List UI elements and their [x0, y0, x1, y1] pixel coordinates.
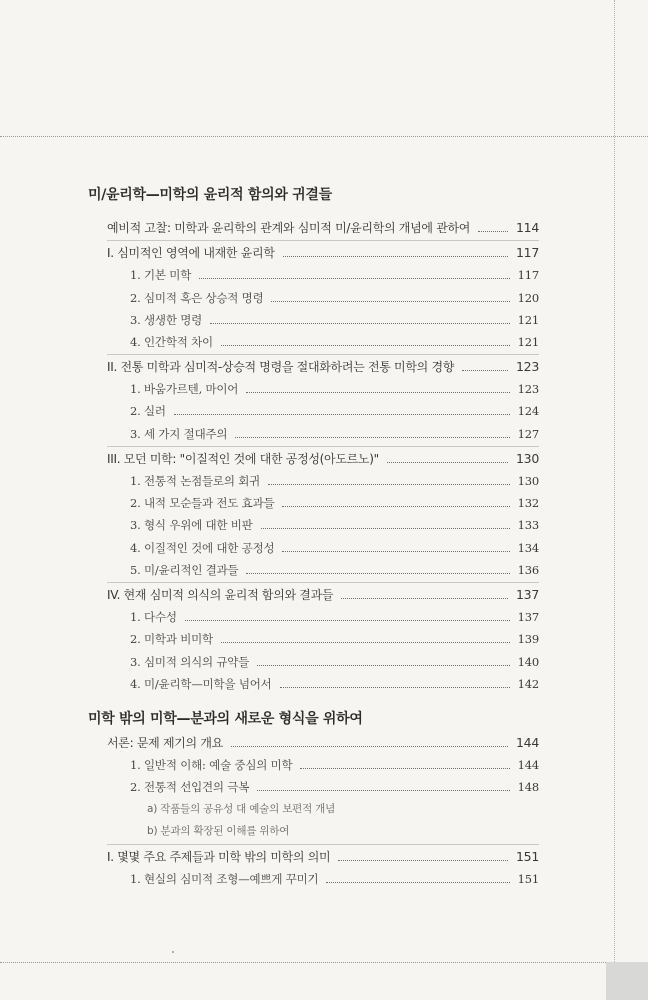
- section-entry[interactable]: [130, 675, 539, 693]
- page-number: 127: [517, 427, 539, 441]
- entry-label: 2. 미학과 비미학: [130, 632, 213, 646]
- section-entry[interactable]: [130, 561, 539, 579]
- section-entry[interactable]: [130, 266, 539, 284]
- page-number: 139: [517, 632, 539, 646]
- dot-leader: [257, 789, 510, 791]
- section-entry[interactable]: [130, 380, 539, 398]
- entry-label: 2. 전통적 선입견의 극복: [130, 780, 250, 794]
- entry-label: 2. 실러: [130, 404, 166, 418]
- subsection-entry[interactable]: [147, 822, 289, 840]
- entry-label: 2. 심미적 혹은 상승적 명령: [130, 291, 264, 305]
- dot-leader: [231, 745, 508, 747]
- entry-label: IV. 현재 심미적 의식의 윤리적 함의와 결과들: [107, 588, 334, 602]
- page-number: 124: [517, 404, 539, 418]
- chapter-entry[interactable]: [107, 450, 539, 468]
- page-number: 132: [517, 496, 539, 510]
- dot-leader: [246, 572, 509, 574]
- section-entry[interactable]: [130, 494, 539, 512]
- section-entry[interactable]: [130, 402, 539, 420]
- entry-label: 서론: 문제 제기의 개요: [107, 736, 223, 750]
- page-number: 123: [517, 382, 539, 396]
- entry-label: 1. 다수성: [130, 610, 177, 624]
- section-entry[interactable]: [130, 311, 539, 329]
- entry-label: 3. 생생한 명령: [130, 313, 203, 327]
- entry-label: b) 분과의 확장된 이해를 위하여: [147, 825, 290, 837]
- dot-leader: [283, 255, 508, 257]
- part-title: 미학 밖의 미학—분과의 새로운 형식을 위하여: [88, 711, 363, 727]
- dot-leader: [235, 436, 509, 438]
- entry-label: 4. 인간학적 차이: [130, 335, 213, 349]
- entry-label: 1. 전통적 논점들로의 회귀: [130, 474, 261, 488]
- section-entry[interactable]: [130, 608, 539, 626]
- dot-leader: [221, 641, 510, 643]
- dot-leader: [326, 881, 509, 883]
- separator: [107, 354, 539, 355]
- dot-leader: [185, 619, 510, 621]
- toc-entry[interactable]: [107, 734, 539, 752]
- chapter-entry[interactable]: [107, 848, 539, 866]
- page-number: 142: [517, 677, 539, 691]
- toc-entry[interactable]: [107, 219, 539, 237]
- page-number: 140: [517, 655, 539, 669]
- page-number: 130: [517, 474, 539, 488]
- section-entry[interactable]: [130, 756, 539, 774]
- page-number: 123: [516, 359, 539, 374]
- separator: [107, 582, 539, 583]
- dot-leader: [199, 277, 510, 279]
- section-entry[interactable]: [130, 778, 539, 796]
- page-number: 136: [517, 563, 539, 577]
- chapter-entry[interactable]: [107, 358, 539, 376]
- subsection-entry[interactable]: [147, 800, 335, 818]
- dot-leader: [462, 369, 508, 371]
- section-entry[interactable]: [130, 630, 539, 648]
- entry-label: III. 모던 미학: "이질적인 것에 대한 공정성(아도르노)": [107, 452, 379, 466]
- section-entry[interactable]: [130, 333, 539, 351]
- section-entry[interactable]: [130, 472, 539, 490]
- entry-label: 1. 기본 미학: [130, 268, 192, 282]
- dot-leader: [280, 686, 510, 688]
- entry-label: 3. 심미적 의식의 규약들: [130, 655, 250, 669]
- dot-leader: [174, 413, 510, 415]
- page-number: 151: [516, 849, 539, 864]
- page-number: 130: [516, 451, 539, 466]
- entry-label: 2. 내적 모순들과 전도 효과들: [130, 496, 275, 510]
- page-number: 133: [517, 518, 539, 532]
- entry-label: I. 몇몇 주요 주제들과 미학 밖의 미학의 의미: [107, 850, 331, 864]
- page-number: 144: [517, 758, 539, 772]
- dot-leader: [246, 391, 509, 393]
- dot-leader: [300, 767, 509, 769]
- page-number: 121: [517, 313, 539, 327]
- separator: [107, 844, 539, 845]
- dot-leader: [387, 461, 508, 463]
- dot-leader: [221, 344, 510, 346]
- dot-leader: [341, 597, 508, 599]
- page-number: 121: [517, 335, 539, 349]
- dot-leader: [478, 230, 508, 232]
- entry-label: 1. 바움가르텐, 마이어: [130, 382, 239, 396]
- dot-leader: [282, 550, 509, 552]
- entry-label: 1. 현실의 심미적 조형—예쁘게 꾸미기: [130, 872, 319, 886]
- entry-label: 4. 미/윤리학—미학을 넘어서: [130, 677, 272, 691]
- page-number: 137: [516, 587, 539, 602]
- entry-label: II. 전통 미학과 심미적-상승적 명령을 절대화하려는 전통 미학의 경향: [107, 360, 455, 374]
- page-number: 134: [517, 541, 539, 555]
- section-entry[interactable]: [130, 289, 539, 307]
- dot-leader: [271, 300, 509, 302]
- section-entry[interactable]: [130, 653, 539, 671]
- dot-leader: [257, 664, 510, 666]
- entry-label: I. 심미적인 영역에 내재한 윤리학: [107, 246, 275, 260]
- dot-leader: [338, 859, 508, 861]
- section-entry[interactable]: [130, 425, 539, 443]
- page-number: 117: [517, 268, 539, 282]
- dot-leader: [282, 505, 509, 507]
- entry-label: 5. 미/윤리적인 결과들: [130, 563, 239, 577]
- page-number: 144: [516, 735, 539, 750]
- separator: [107, 240, 539, 241]
- dot-leader: [268, 483, 510, 485]
- entry-label: 예비적 고찰: 미학과 윤리학의 관계와 심미적 미/윤리학의 개념에 관하여: [107, 221, 471, 235]
- dot-leader: [261, 527, 510, 529]
- section-entry[interactable]: [130, 539, 539, 557]
- section-entry[interactable]: [130, 516, 539, 534]
- entry-label: a) 작품들의 공유성 대 예술의 보편적 개념: [147, 803, 336, 815]
- chapter-entry[interactable]: [107, 244, 539, 262]
- page-number: 137: [517, 610, 539, 624]
- chapter-entry[interactable]: [107, 586, 539, 604]
- page-number: 114: [516, 220, 539, 235]
- part-title: 미/윤리학—미학의 윤리적 함의와 귀결들: [88, 187, 332, 203]
- entry-label: 4. 이질적인 것에 대한 공정성: [130, 541, 275, 555]
- dot-leader: [210, 322, 510, 324]
- separator: [107, 446, 539, 447]
- entry-label: 3. 형식 우위에 대한 비판: [130, 518, 253, 532]
- page-number: 148: [517, 780, 539, 794]
- entry-label: 3. 세 가지 절대주의: [130, 427, 228, 441]
- entry-label: 1. 일반적 이해: 예술 중심의 미학: [130, 758, 293, 772]
- page-number: 151: [517, 872, 539, 886]
- section-entry[interactable]: [130, 870, 539, 888]
- page-number: 117: [516, 245, 539, 260]
- page-number: 120: [517, 291, 539, 305]
